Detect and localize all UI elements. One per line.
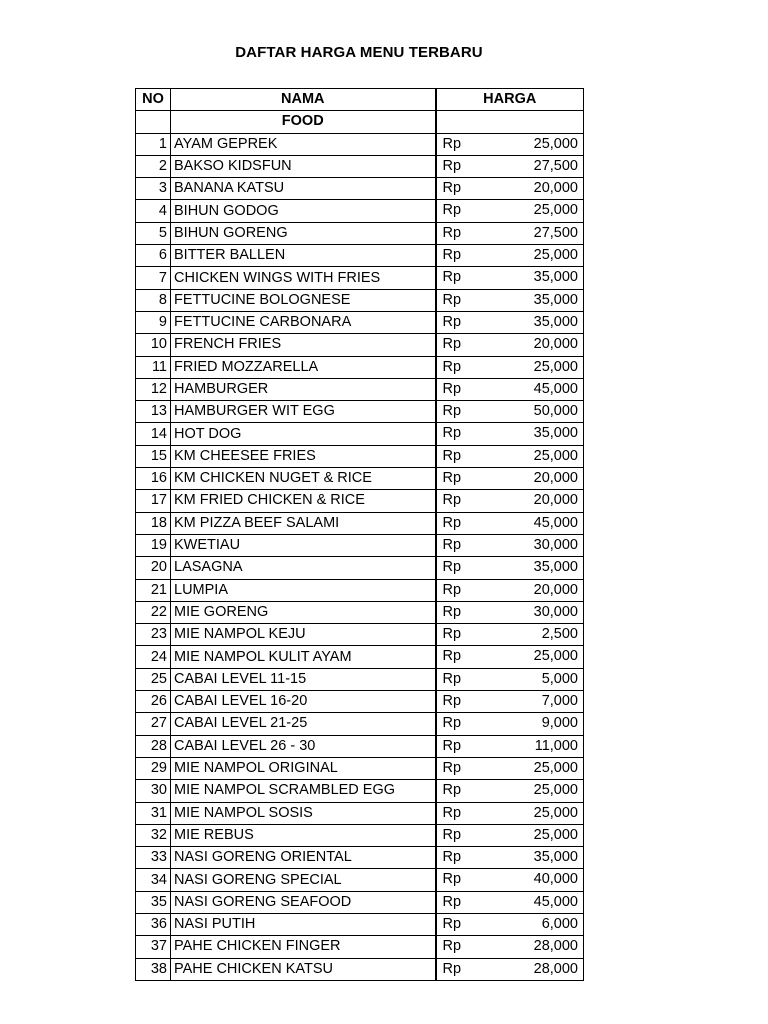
item-price-cell [436,869,584,891]
item-name: AYAM GEPREK [171,133,436,155]
price-table [135,88,584,981]
table-row [136,267,584,289]
table-row [136,802,584,824]
item-name: BIHUN GORENG [171,222,436,244]
row-number: 18 [136,512,171,534]
table-row [136,757,584,779]
item-name: HAMBURGER WIT EGG [171,401,436,423]
item-price-cell [436,133,584,155]
item-price-cell [436,735,584,757]
item-price-cell [436,311,584,333]
currency-label: Rp [442,135,462,152]
row-number: 21 [136,579,171,601]
item-price-cell [436,267,584,289]
currency-label: Rp [442,313,462,330]
row-number: 29 [136,757,171,779]
item-name: MIE NAMPOL KULIT AYAM [171,646,436,668]
item-price-cell [436,958,584,980]
table-row [136,534,584,556]
item-price-cell [436,802,584,824]
row-number: 6 [136,245,171,267]
row-number: 28 [136,735,171,757]
table-row [136,200,584,222]
table-row [136,289,584,311]
item-price-cell [436,557,584,579]
currency-label: Rp [442,425,462,442]
item-name: BANANA KATSU [171,178,436,200]
row-number: 36 [136,913,171,935]
currency-label: Rp [442,782,462,799]
item-price-cell [436,445,584,467]
currency-label: Rp [442,804,462,821]
item-name: PAHE CHICKEN KATSU [171,958,436,980]
table-row [136,155,584,177]
currency-label: Rp [442,871,462,888]
currency-label: Rp [442,202,462,219]
price-amount: 2,500 [541,626,578,643]
row-number: 11 [136,356,171,378]
row-number: 34 [136,869,171,891]
item-price-cell [436,668,584,690]
currency-label: Rp [442,403,462,420]
currency-label: Rp [442,447,462,464]
table-row [136,601,584,623]
price-amount: 45,000 [533,893,578,910]
currency-label: Rp [442,603,462,620]
table-row [136,334,584,356]
price-amount: 6,000 [541,915,578,932]
price-amount: 45,000 [533,514,578,531]
currency-label: Rp [442,380,462,397]
item-price-cell [436,913,584,935]
item-name: FETTUCINE BOLOGNESE [171,289,436,311]
price-amount: 30,000 [533,536,578,553]
table-row [136,378,584,400]
currency-label: Rp [442,737,462,754]
table-row [136,713,584,735]
item-name: KWETIAU [171,534,436,556]
item-name: MIE GORENG [171,601,436,623]
item-name: MIE NAMPOL SOSIS [171,802,436,824]
row-number: 10 [136,334,171,356]
table-row [136,847,584,869]
table-row [136,222,584,244]
table-row [136,423,584,445]
item-price-cell [436,222,584,244]
table-row [136,668,584,690]
item-price-cell [436,757,584,779]
currency-label: Rp [442,514,462,531]
table-row [136,936,584,958]
item-price-cell [436,534,584,556]
row-number: 26 [136,691,171,713]
table-row [136,512,584,534]
table-row [136,468,584,490]
currency-label: Rp [442,157,462,174]
price-amount: 28,000 [533,938,578,955]
item-name: MIE NAMPOL SCRAMBLED EGG [171,780,436,802]
item-name: FRENCH FRIES [171,334,436,356]
item-price-cell [436,691,584,713]
row-number: 23 [136,624,171,646]
item-name: KM CHICKEN NUGET & RICE [171,468,436,490]
row-number: 15 [136,445,171,467]
document-title: DAFTAR HARGA MENU TERBARU [235,44,483,61]
currency-label: Rp [442,915,462,932]
currency-label: Rp [442,670,462,687]
table-row [136,401,584,423]
item-price-cell [436,891,584,913]
price-amount: 50,000 [533,403,578,420]
table-row [136,958,584,980]
price-amount: 25,000 [533,247,578,264]
item-name: BITTER BALLEN [171,245,436,267]
price-amount: 35,000 [533,559,578,576]
price-amount: 7,000 [541,693,578,710]
row-number: 24 [136,646,171,668]
table-body [136,111,584,981]
item-price-cell [436,401,584,423]
row-number: 13 [136,401,171,423]
item-name: NASI PUTIH [171,913,436,935]
item-price-cell [436,334,584,356]
table-row [136,490,584,512]
item-name: KM FRIED CHICKEN & RICE [171,490,436,512]
item-name: PAHE CHICKEN FINGER [171,936,436,958]
price-amount: 20,000 [533,470,578,487]
row-number: 7 [136,267,171,289]
price-amount: 35,000 [533,425,578,442]
item-price-cell [436,847,584,869]
price-amount: 20,000 [533,336,578,353]
table-row [136,646,584,668]
item-name: CABAI LEVEL 16-20 [171,691,436,713]
item-price-cell [436,356,584,378]
price-amount: 5,000 [541,670,578,687]
item-price-cell [436,512,584,534]
column-header-price: HARGA [436,89,584,111]
item-price-cell [436,490,584,512]
currency-label: Rp [442,626,462,643]
item-name: BIHUN GODOG [171,200,436,222]
currency-label: Rp [442,269,462,286]
price-amount: 35,000 [533,269,578,286]
row-number: 4 [136,200,171,222]
item-name: KM CHEESEE FRIES [171,445,436,467]
section-label: FOOD [171,111,436,133]
item-price-cell [436,178,584,200]
price-amount: 35,000 [533,291,578,308]
item-name: CHICKEN WINGS WITH FRIES [171,267,436,289]
row-number: 35 [136,891,171,913]
row-number: 27 [136,713,171,735]
table-row [136,311,584,333]
item-name: HOT DOG [171,423,436,445]
item-name: CABAI LEVEL 21-25 [171,713,436,735]
currency-label: Rp [442,559,462,576]
table-row [136,913,584,935]
column-header-no: NO [136,89,171,111]
item-price-cell [436,423,584,445]
row-number: 37 [136,936,171,958]
item-price-cell [436,468,584,490]
currency-label: Rp [442,715,462,732]
currency-label: Rp [442,291,462,308]
item-name: BAKSO KIDSFUN [171,155,436,177]
currency-label: Rp [442,693,462,710]
item-name: LUMPIA [171,579,436,601]
currency-label: Rp [442,470,462,487]
row-number: 14 [136,423,171,445]
currency-label: Rp [442,648,462,665]
column-header-name: NAMA [171,89,436,111]
item-name: CABAI LEVEL 26 - 30 [171,735,436,757]
item-price-cell [436,936,584,958]
table-row [136,445,584,467]
item-price-cell [436,289,584,311]
item-name: NASI GORENG SEAFOOD [171,891,436,913]
row-number: 38 [136,958,171,980]
price-amount: 25,000 [533,135,578,152]
item-name: HAMBURGER [171,378,436,400]
item-name: LASAGNA [171,557,436,579]
currency-label: Rp [442,358,462,375]
item-price-cell [436,245,584,267]
price-amount: 27,500 [533,157,578,174]
table-row [136,579,584,601]
price-amount: 30,000 [533,603,578,620]
item-name: MIE NAMPOL ORIGINAL [171,757,436,779]
table-row [136,691,584,713]
row-number: 17 [136,490,171,512]
table-row [136,780,584,802]
price-amount: 28,000 [533,960,578,977]
item-name: FRIED MOZZARELLA [171,356,436,378]
table-row [136,178,584,200]
row-number: 3 [136,178,171,200]
row-number: 32 [136,824,171,846]
currency-label: Rp [442,180,462,197]
item-price-cell [436,780,584,802]
currency-label: Rp [442,336,462,353]
item-price-cell [436,579,584,601]
row-number: 19 [136,534,171,556]
price-amount: 9,000 [541,715,578,732]
item-name: MIE REBUS [171,824,436,846]
currency-label: Rp [442,247,462,264]
row-number: 12 [136,378,171,400]
price-amount: 35,000 [533,849,578,866]
item-price-cell [436,200,584,222]
item-name: CABAI LEVEL 11-15 [171,668,436,690]
row-number: 16 [136,468,171,490]
item-price-cell [436,155,584,177]
currency-label: Rp [442,224,462,241]
item-price-cell [436,646,584,668]
table-row [136,869,584,891]
price-amount: 25,000 [533,358,578,375]
table-header-row [136,89,584,111]
table-row [136,891,584,913]
item-price-cell [436,378,584,400]
item-name: NASI GORENG ORIENTAL [171,847,436,869]
item-price-cell [436,624,584,646]
row-number: 2 [136,155,171,177]
currency-label: Rp [442,960,462,977]
section-no-cell [136,111,171,133]
section-price-cell [436,111,584,133]
price-amount: 45,000 [533,380,578,397]
table-row [136,557,584,579]
item-name: FETTUCINE CARBONARA [171,311,436,333]
row-number: 22 [136,601,171,623]
price-amount: 20,000 [533,581,578,598]
item-price-cell [436,713,584,735]
price-amount: 27,500 [533,224,578,241]
table-row [136,824,584,846]
price-amount: 25,000 [533,826,578,843]
item-price-cell [436,824,584,846]
section-row [136,111,584,133]
price-amount: 25,000 [533,782,578,799]
price-amount: 35,000 [533,313,578,330]
table-row [136,133,584,155]
row-number: 9 [136,311,171,333]
price-amount: 25,000 [533,804,578,821]
price-amount: 11,000 [534,737,578,754]
currency-label: Rp [442,536,462,553]
row-number: 25 [136,668,171,690]
price-amount: 25,000 [533,202,578,219]
table-row [136,624,584,646]
row-number: 30 [136,780,171,802]
row-number: 5 [136,222,171,244]
price-amount: 25,000 [533,447,578,464]
row-number: 1 [136,133,171,155]
currency-label: Rp [442,938,462,955]
row-number: 31 [136,802,171,824]
currency-label: Rp [442,492,462,509]
row-number: 20 [136,557,171,579]
price-amount: 20,000 [533,492,578,509]
currency-label: Rp [442,849,462,866]
table-row [136,245,584,267]
price-amount: 40,000 [533,871,578,888]
table-row [136,356,584,378]
currency-label: Rp [442,581,462,598]
currency-label: Rp [442,759,462,776]
price-amount: 20,000 [533,180,578,197]
item-name: NASI GORENG SPECIAL [171,869,436,891]
row-number: 33 [136,847,171,869]
item-name: MIE NAMPOL KEJU [171,624,436,646]
currency-label: Rp [442,893,462,910]
currency-label: Rp [442,826,462,843]
table-row [136,735,584,757]
item-price-cell [436,601,584,623]
item-name: KM PIZZA BEEF SALAMI [171,512,436,534]
price-amount: 25,000 [533,759,578,776]
row-number: 8 [136,289,171,311]
price-amount: 25,000 [533,648,578,665]
